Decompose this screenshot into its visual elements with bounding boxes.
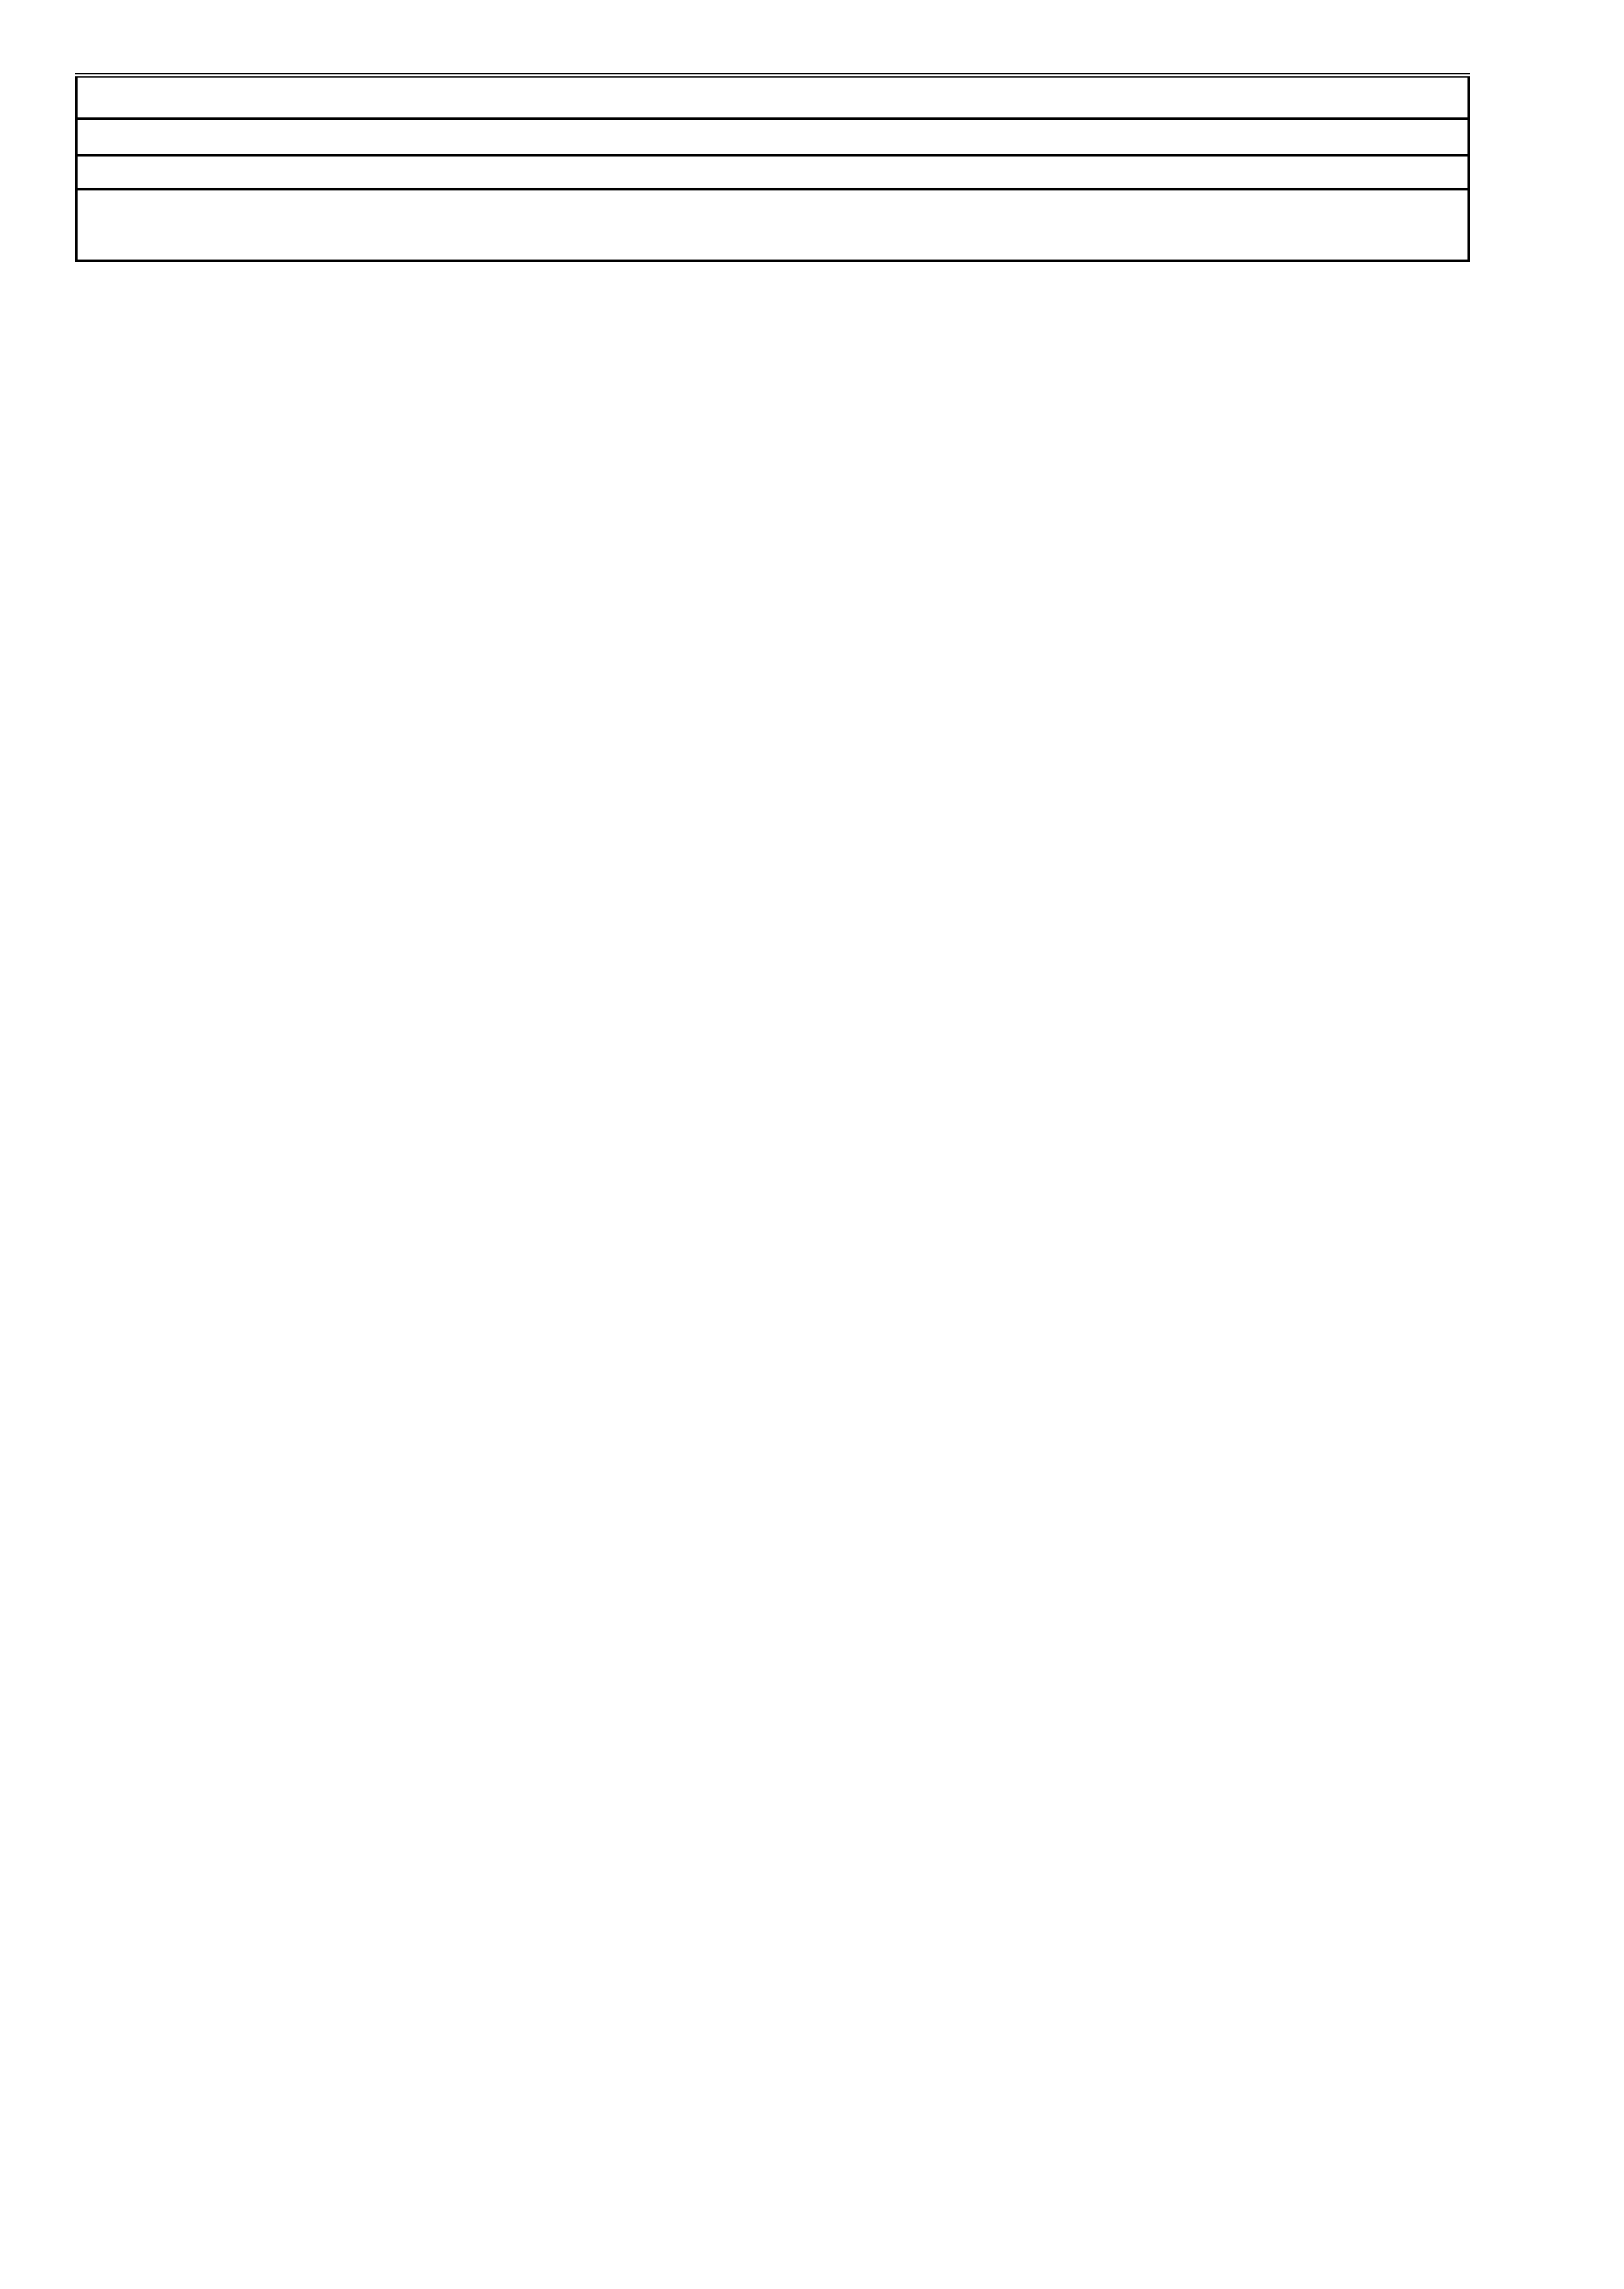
table-heading-row bbox=[76, 119, 1469, 155]
table-body-headings bbox=[76, 76, 1469, 261]
measure-row bbox=[76, 155, 1469, 189]
table-heading bbox=[76, 119, 1469, 155]
section-heading-row bbox=[76, 76, 1469, 119]
description-cell bbox=[76, 189, 1469, 261]
description-row bbox=[76, 189, 1469, 261]
cost-norms-table bbox=[75, 73, 1470, 262]
measure-cell bbox=[76, 155, 1469, 189]
section-heading bbox=[76, 76, 1469, 119]
